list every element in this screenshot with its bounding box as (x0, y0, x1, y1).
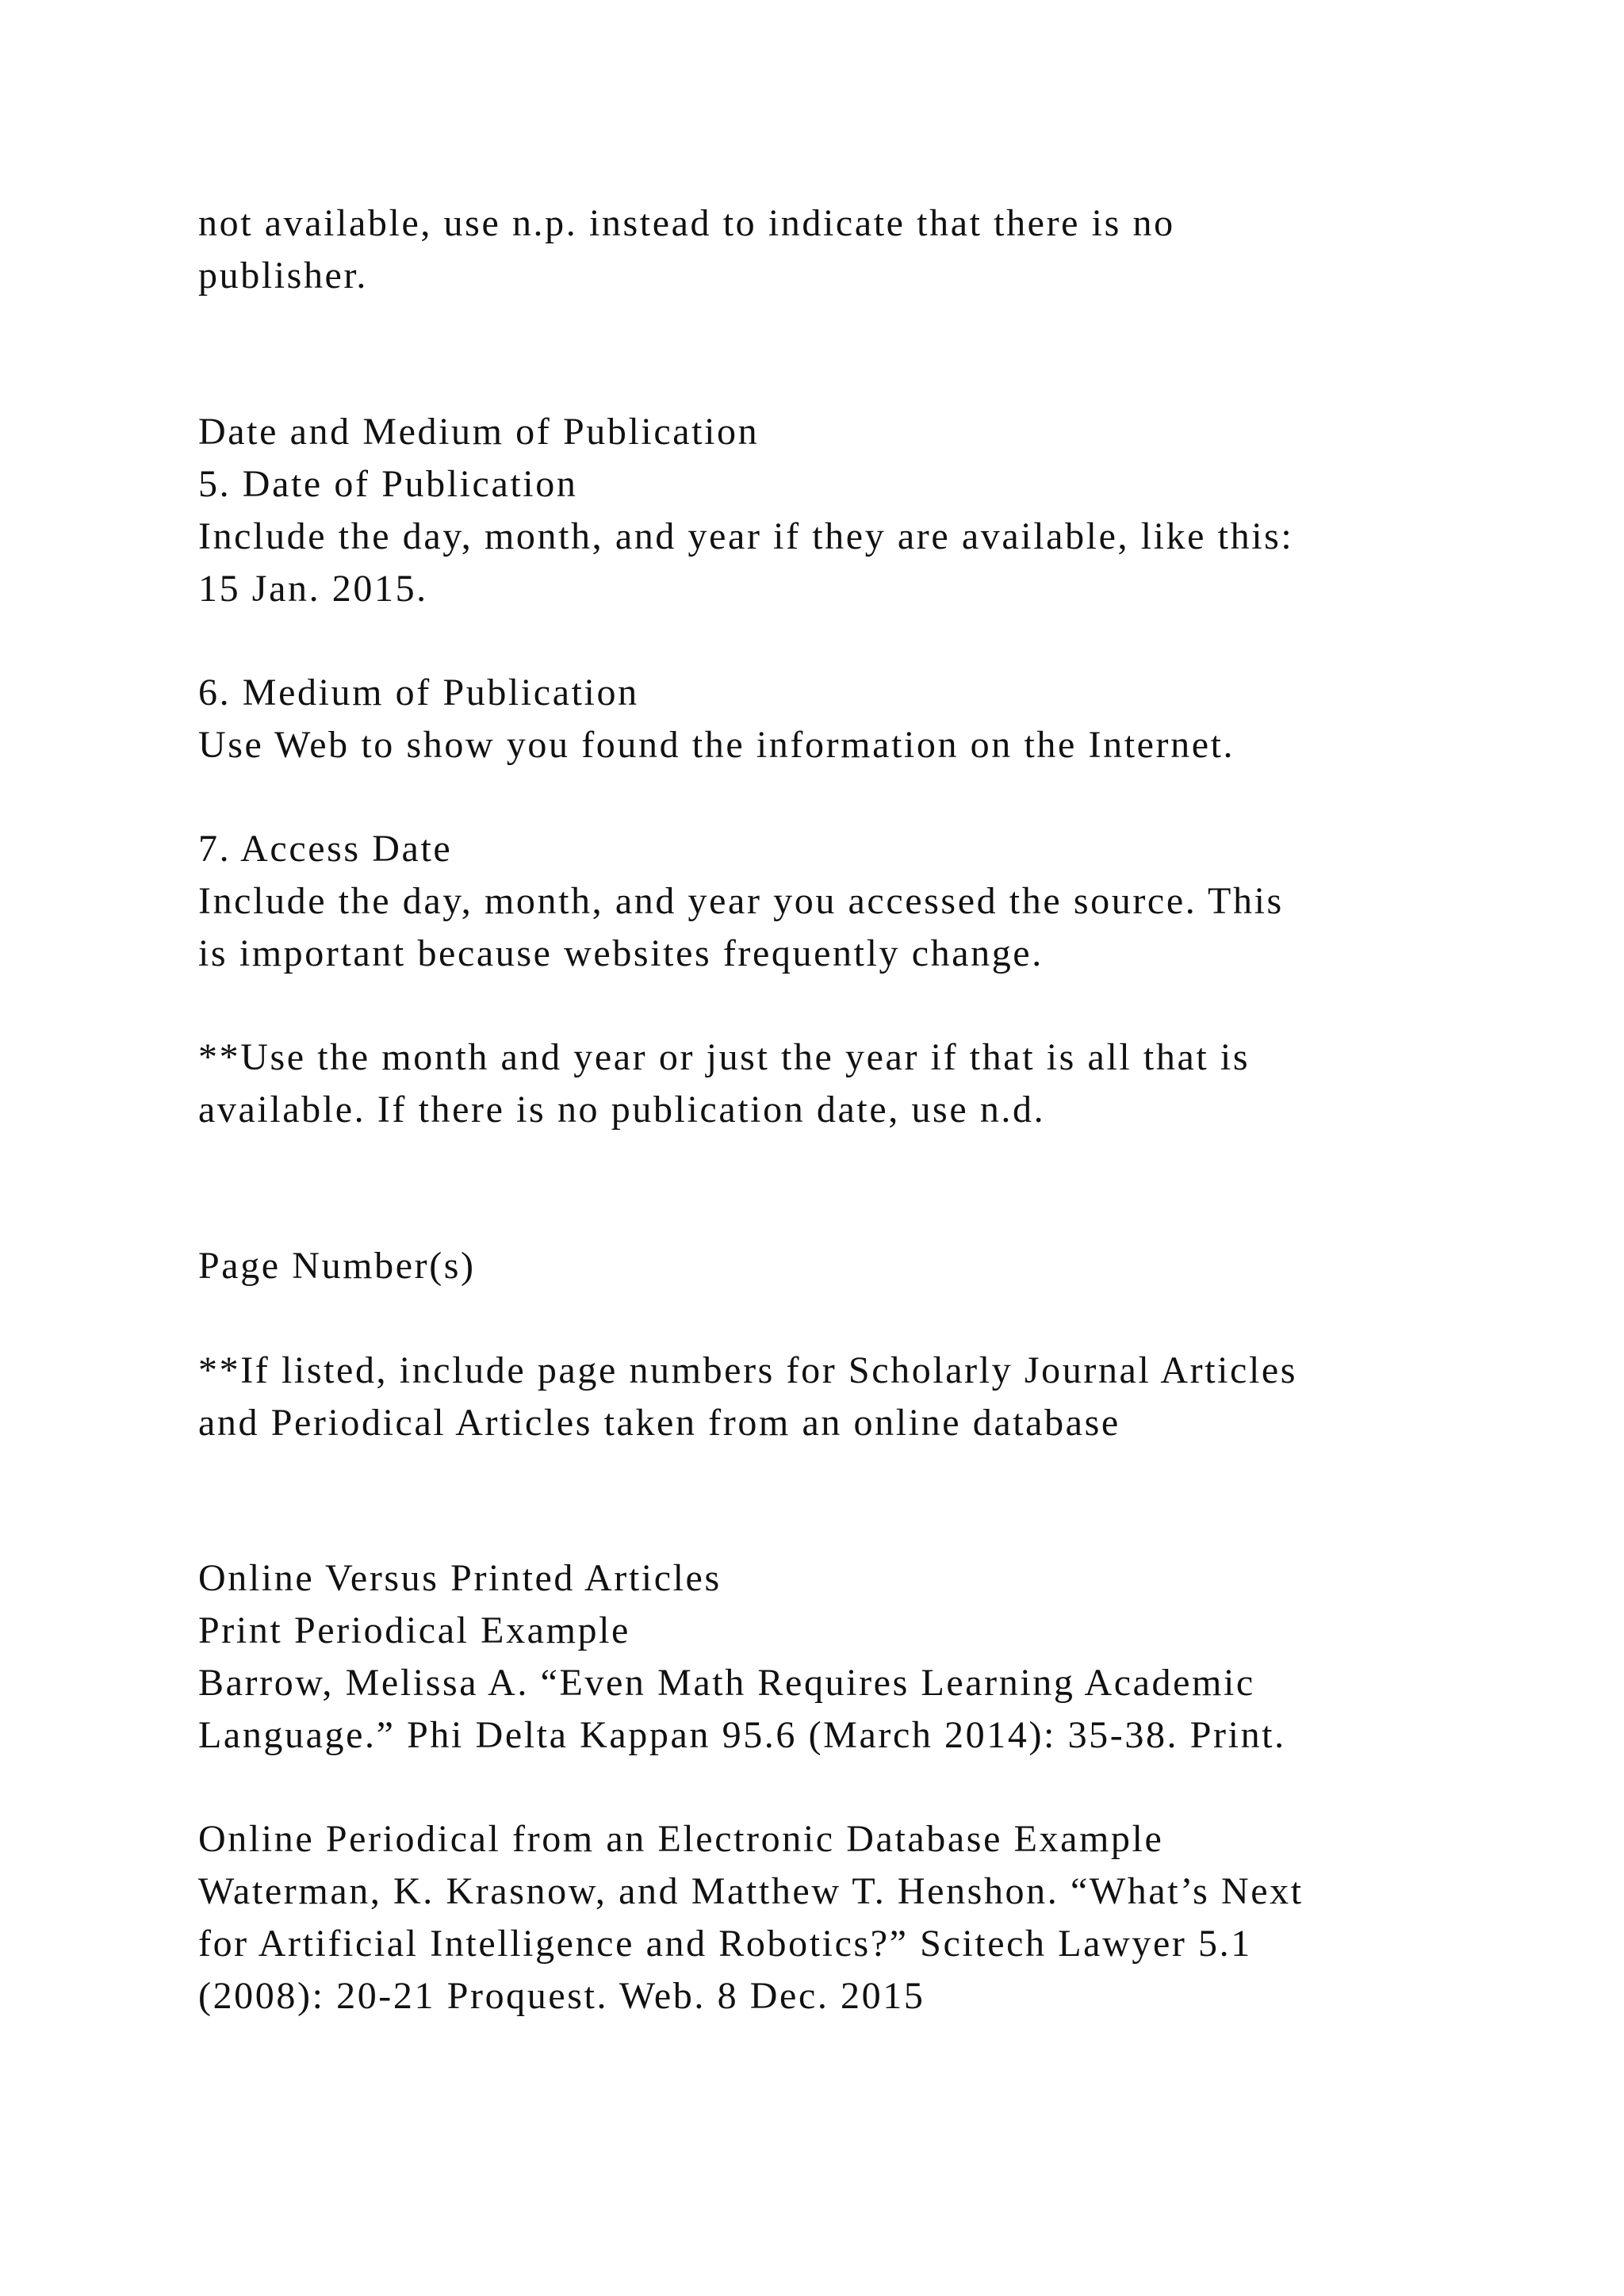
text-line: publisher. (198, 254, 368, 297)
section-heading: Date and Medium of Publication (198, 411, 760, 453)
text-line: Include the day, month, and year you accessed the source. This (198, 880, 1284, 922)
section-heading: Page Number(s) (198, 1245, 476, 1287)
note-line: **Use the month and year or just the year if that is all that is (198, 1036, 1251, 1078)
citation-line: Language.” Phi Delta Kappan 95.6 (March 2014): 35-38. Print. (198, 1714, 1286, 1756)
citation-line: (2008): 20-21 Proquest. Web. 8 Dec. 2015 (198, 1975, 925, 2017)
subheading: 7. Access Date (198, 828, 453, 870)
text-line: not available, use n.p. instead to indicate that there is no (198, 202, 1175, 244)
section-heading: Online Versus Printed Articles (198, 1557, 722, 1599)
text-line: Include the day, month, and year if they are available, like this: (198, 515, 1294, 557)
citation-line: Waterman, K. Krasnow, and Matthew T. Henshon. “What’s Next (198, 1870, 1304, 1912)
note-line: and Periodical Articles taken from an online database (198, 1402, 1120, 1444)
text-line: 15 Jan. 2015. (198, 568, 428, 610)
subheading: Online Periodical from an Electronic Database Example (198, 1818, 1164, 1860)
note-line: available. If there is no publication date, use n.d. (198, 1089, 1046, 1131)
subheading: Print Periodical Example (198, 1609, 630, 1651)
text-line: Use Web to show you found the information on the Internet. (198, 724, 1235, 766)
subheading: 5. Date of Publication (198, 463, 578, 505)
subheading: 6. Medium of Publication (198, 672, 639, 714)
citation-line: Barrow, Melissa A. “Even Math Requires Learning Academic (198, 1662, 1255, 1704)
note-line: **If listed, include page numbers for Scholarly Journal Articles (198, 1349, 1298, 1391)
text-line: is important because websites frequently change. (198, 932, 1044, 974)
citation-line: for Artificial Intelligence and Robotics?” Scitech Lawyer 5.1 (198, 1923, 1252, 1965)
